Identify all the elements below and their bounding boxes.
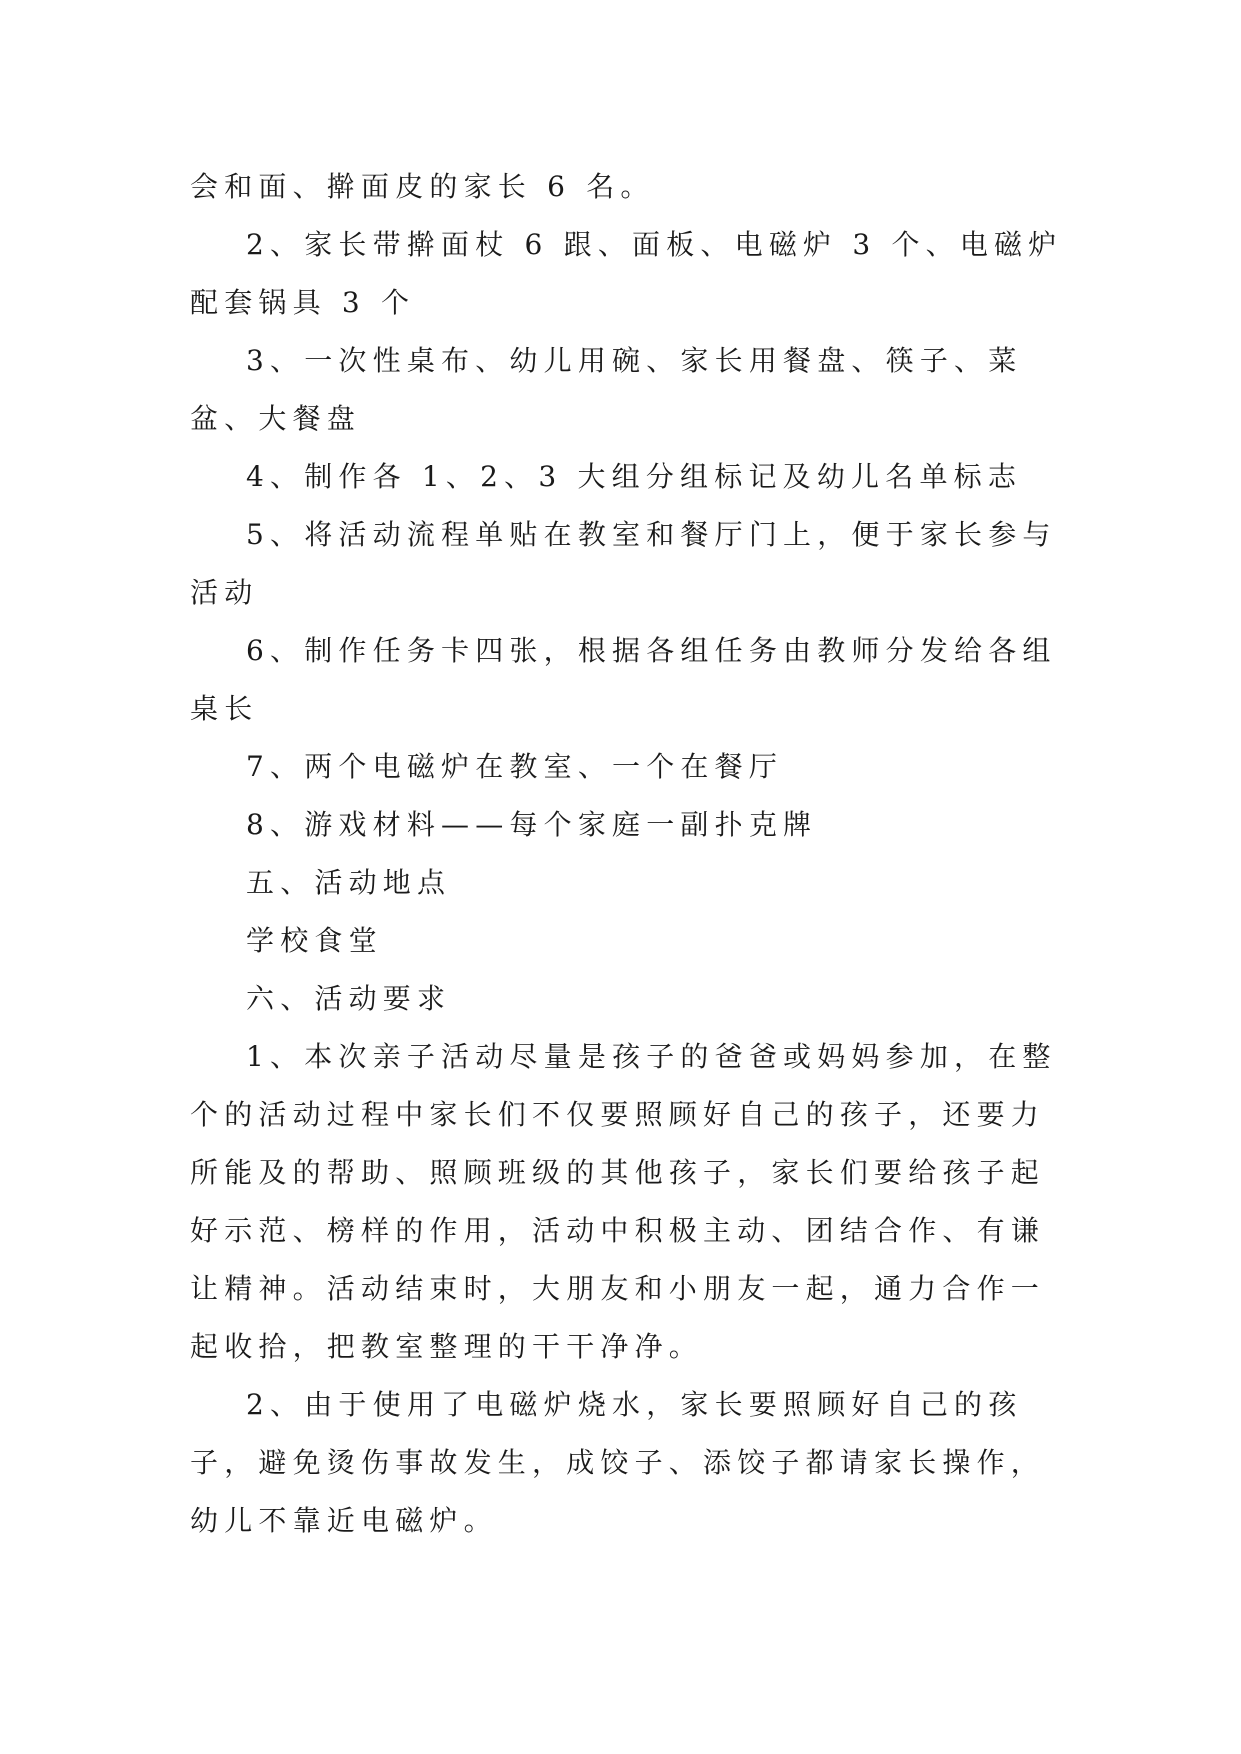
paragraph-item-6: 6、制作任务卡四张，根据各组任务由教师分发给各组桌长 xyxy=(190,634,1057,725)
paragraph-item-2: 2、家长带擀面杖 6 跟、面板、电磁炉 3 个、电磁炉配套锅具 3 个 xyxy=(190,228,1063,319)
section-heading-location: 五、活动地点 xyxy=(246,866,452,899)
paragraph-requirement-2: 2、由于使用了电磁炉烧水，家长要照顾好自己的孩子，避免烫伤事故发生，成饺子、添饺子都请家长操作，幼儿不靠近电磁炉。 xyxy=(190,1388,1046,1537)
paragraph-continuation: 会和面、擀面皮的家长 6 名。 xyxy=(190,170,655,203)
paragraph-location: 学校食堂 xyxy=(246,924,383,957)
paragraph-item-4: 4、制作各 1、2、3 大组分组标记及幼儿名单标志 xyxy=(246,460,1023,493)
paragraph-item-8: 8、游戏材料——每个家庭一副扑克牌 xyxy=(246,808,818,841)
paragraph-item-5: 5、将活动流程单贴在教室和餐厅门上，便于家长参与活动 xyxy=(190,518,1057,609)
paragraph-item-3: 3、一次性桌布、幼儿用碗、家长用餐盘、筷子、菜盆、大餐盘 xyxy=(190,344,1023,435)
paragraph-item-7: 7、两个电磁炉在教室、一个在餐厅 xyxy=(246,750,784,783)
section-heading-requirements: 六、活动要求 xyxy=(246,982,452,1015)
paragraph-requirement-1: 1、本次亲子活动尽量是孩子的爸爸或妈妈参加，在整个的活动过程中家长们不仅要照顾好自己的孩子，还要力所能及的帮助、照顾班级的其他孩子，家长们要给孩子起好示范、榜样的作用，活动中积极主动、团结合作、有谦让精神。活动结束时，大朋友和小朋友一起，通力合作一起收拾，把教室整理的干干净净。 xyxy=(190,1040,1057,1363)
document-body xyxy=(190,158,1070,1550)
